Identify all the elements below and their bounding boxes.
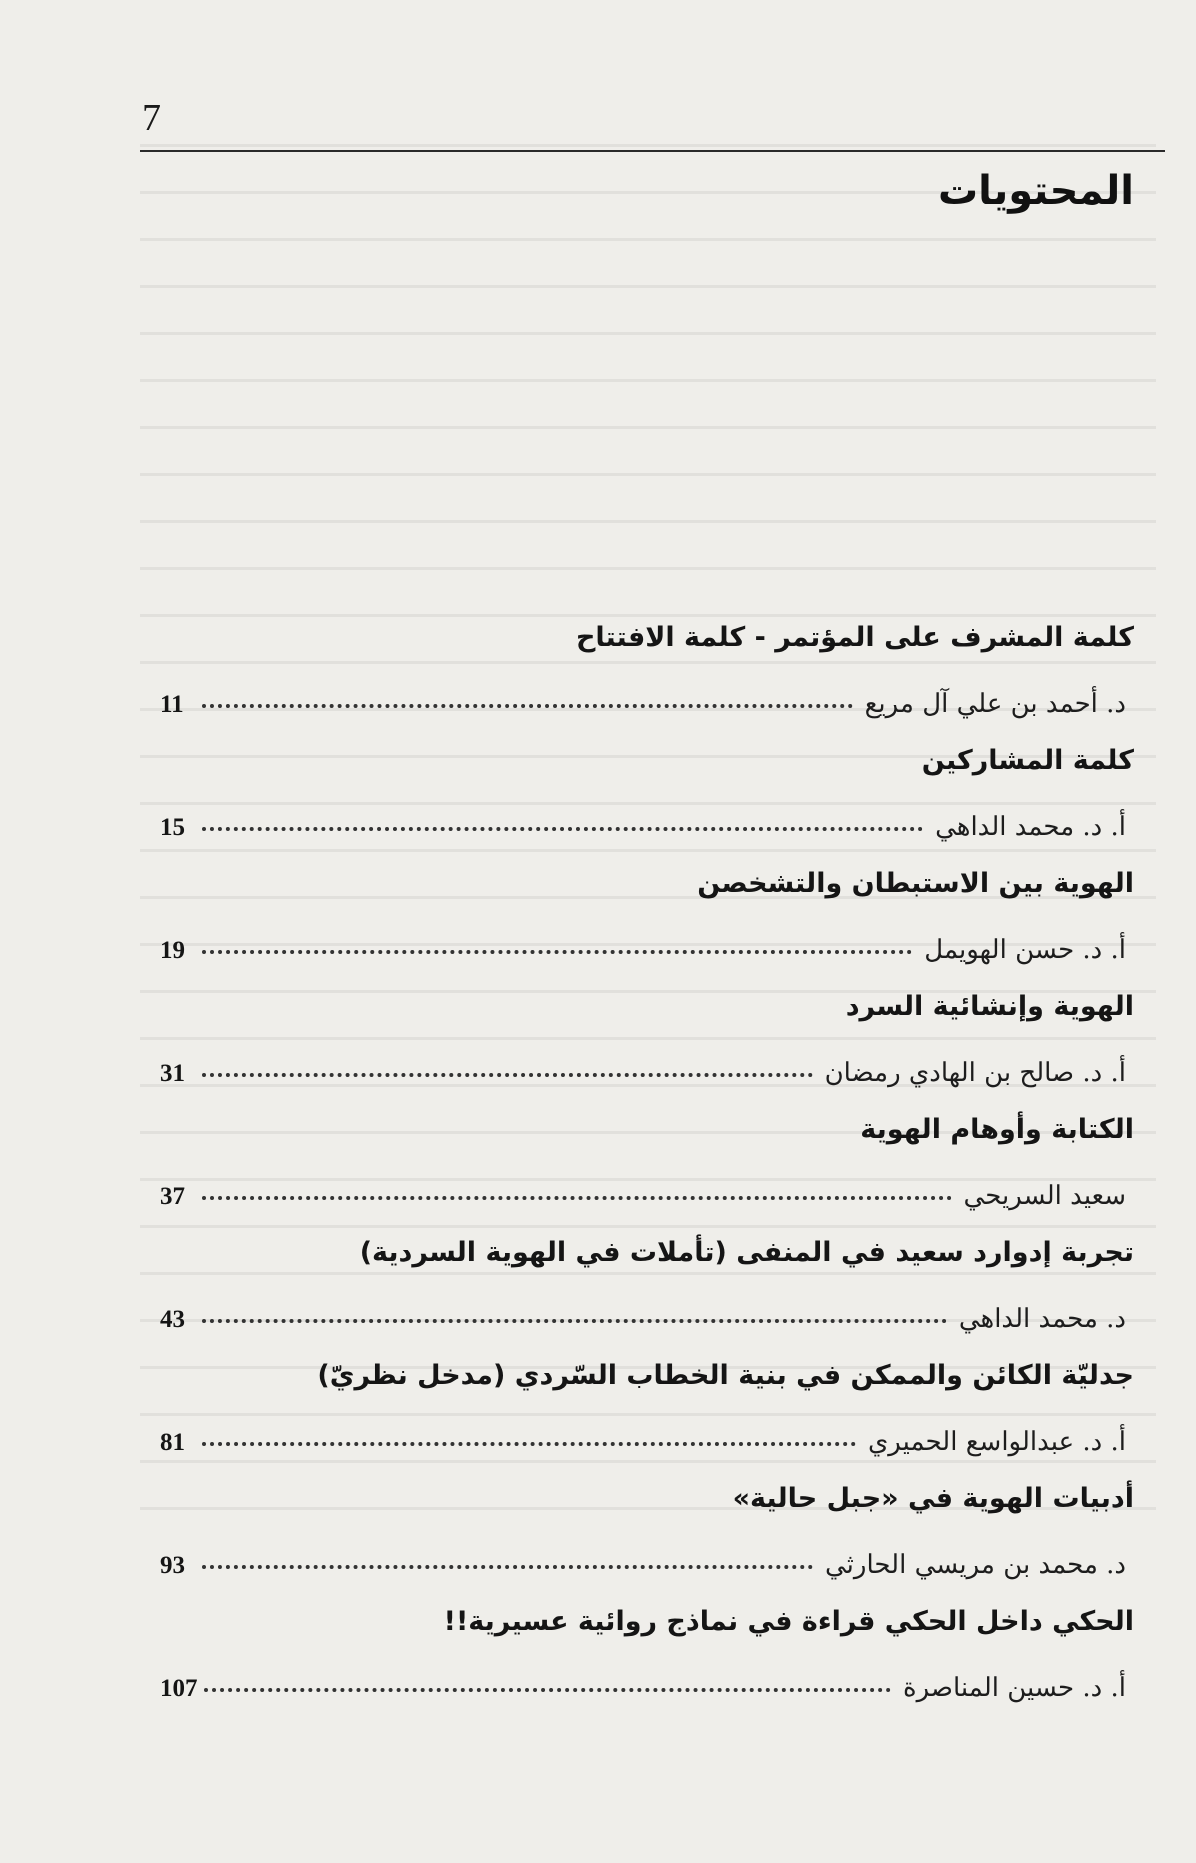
dot-leader bbox=[204, 1662, 891, 1692]
entry-line bbox=[160, 1297, 1134, 1334]
entry-title: كلمة المشرف على المؤتمر - كلمة الافتتاح bbox=[575, 622, 1134, 653]
toc-entry bbox=[160, 1606, 1134, 1729]
entry-author: سعيد السريحي bbox=[963, 1181, 1126, 1211]
toc-entry bbox=[160, 1360, 1134, 1483]
entry-line bbox=[160, 928, 1134, 965]
entry-page-number: 19 bbox=[160, 937, 185, 964]
toc-entry bbox=[160, 1114, 1134, 1237]
entry-author: أ. د. حسين المناصرة bbox=[902, 1673, 1126, 1703]
entry-line bbox=[160, 1666, 1134, 1703]
dot-leader bbox=[202, 1047, 813, 1077]
entry-author: أ. د. محمد الداهي bbox=[935, 812, 1126, 842]
entry-page-number: 31 bbox=[160, 1060, 185, 1087]
page-number: 7 bbox=[142, 97, 161, 139]
entry-page-number: 11 bbox=[160, 691, 184, 718]
header-rule bbox=[140, 150, 1165, 152]
entry-page-number: 93 bbox=[160, 1552, 185, 1579]
dot-leader bbox=[202, 1170, 952, 1200]
dot-leader bbox=[202, 801, 923, 831]
dot-leader bbox=[202, 1416, 856, 1446]
toc-entry bbox=[160, 1237, 1134, 1360]
entry-line bbox=[160, 682, 1134, 719]
entry-page-number: 81 bbox=[160, 1429, 185, 1456]
entry-title: كلمة المشاركين bbox=[921, 745, 1134, 776]
entry-author: د. أحمد بن علي آل مريع bbox=[864, 689, 1126, 719]
entry-title: الهوية وإنشائية السرد bbox=[845, 991, 1134, 1022]
entry-line bbox=[160, 805, 1134, 842]
entry-title: الهوية بين الاستبطان والتشخصن bbox=[697, 868, 1134, 899]
entry-page-number: 37 bbox=[160, 1183, 185, 1210]
entry-line bbox=[160, 1543, 1134, 1580]
entry-author: أ. د. عبدالواسع الحميري bbox=[867, 1427, 1126, 1457]
entry-author: د. محمد بن مريسي الحارثي bbox=[824, 1550, 1126, 1580]
dot-leader bbox=[202, 678, 853, 708]
table-of-contents bbox=[160, 622, 1134, 1729]
toc-entry bbox=[160, 868, 1134, 991]
dot-leader bbox=[202, 1539, 813, 1569]
toc-entry bbox=[160, 1483, 1134, 1606]
dot-leader bbox=[202, 924, 912, 954]
toc-entry bbox=[160, 622, 1134, 745]
entry-page-number: 107 bbox=[160, 1675, 198, 1702]
entry-author: د. محمد الداهي bbox=[958, 1304, 1126, 1334]
entry-title: أدبيات الهوية في «جبل حالية» bbox=[732, 1483, 1134, 1514]
entry-page-number: 43 bbox=[160, 1306, 185, 1333]
dot-leader bbox=[202, 1293, 947, 1323]
entry-title: الكتابة وأوهام الهوية bbox=[860, 1114, 1134, 1145]
toc-entry bbox=[160, 991, 1134, 1114]
toc-entry bbox=[160, 745, 1134, 868]
entry-title: تجربة إدوارد سعيد في المنفى (تأملات في الهوية السردية) bbox=[359, 1237, 1134, 1268]
entry-title: جدليّة الكائن والممكن في بنية الخطاب السّردي (مدخل نظريّ) bbox=[317, 1360, 1134, 1391]
entry-author: أ. د. حسن الهويمل bbox=[924, 935, 1126, 965]
entry-line bbox=[160, 1420, 1134, 1457]
entry-page-number: 15 bbox=[160, 814, 185, 841]
page-title: المحتويات bbox=[937, 168, 1134, 214]
entry-line bbox=[160, 1051, 1134, 1088]
entry-line bbox=[160, 1174, 1134, 1211]
entry-title: الحكي داخل الحكي قراءة في نماذج روائية عسيرية!! bbox=[443, 1606, 1134, 1637]
entry-author: أ. د. صالح بن الهادي رمضان bbox=[824, 1058, 1126, 1088]
